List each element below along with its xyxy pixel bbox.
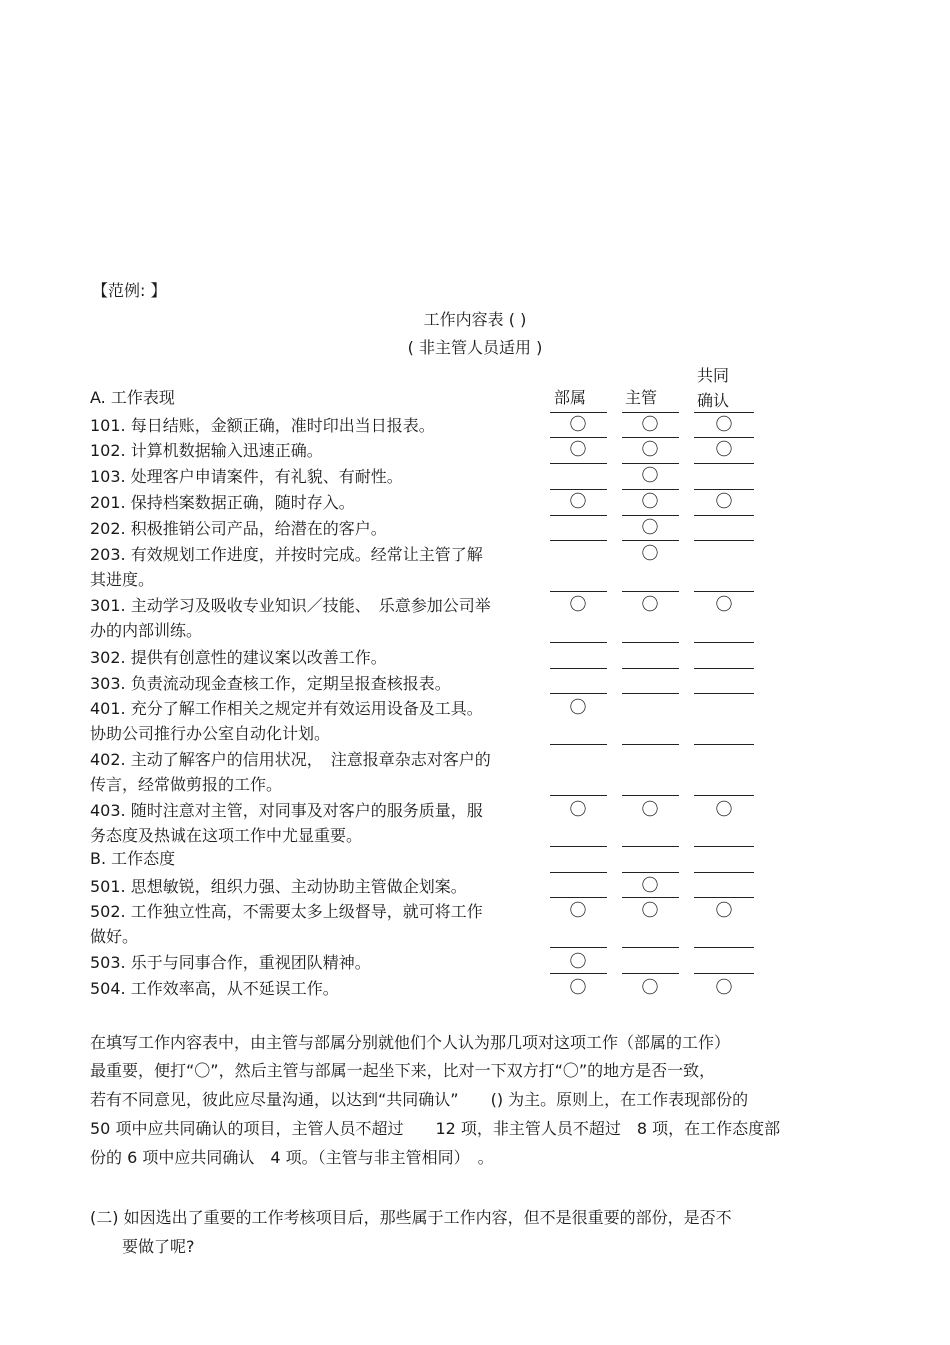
answer-line-supervisor (622, 846, 679, 847)
answer-line-joint (694, 463, 754, 464)
answer-line-subordinate (550, 846, 607, 847)
item-text: 303. 负责流动现金查核工作，定期呈报查核报表。 (90, 674, 451, 693)
table-row (90, 950, 542, 975)
table-row (90, 671, 542, 696)
answer-line-subordinate (550, 693, 607, 694)
circle-mark-joint[interactable]: 〇 (715, 492, 733, 512)
table-row (90, 747, 542, 797)
form-subtitle: ( 非主管人员适用 ) (407, 338, 543, 357)
circle-mark-joint[interactable]: 〇 (715, 800, 733, 820)
answer-line-supervisor (622, 463, 679, 464)
answer-line-supervisor (622, 872, 679, 873)
explanation-line-1: 在填写工作内容表中，由主管与部属分别就他们个人认为那几项对这项工作（部属的工作） (90, 1033, 731, 1052)
answer-line-subordinate (550, 515, 607, 516)
item-text: 403. 随时注意对主管，对同事及对客户的服务质量，服 (90, 801, 483, 820)
answer-line-supervisor (622, 591, 679, 592)
item-text: 501. 思想敏锐，组织力强、主动协助主管做企划案。 (90, 877, 467, 896)
answer-line-subordinate (550, 437, 607, 438)
answer-line-subordinate (550, 463, 607, 464)
circle-mark-subordinate[interactable]: 〇 (569, 952, 587, 972)
circle-mark-joint[interactable]: 〇 (715, 595, 733, 615)
answer-line-joint (694, 744, 754, 745)
circle-mark-supervisor[interactable]: 〇 (641, 978, 659, 998)
table-row (90, 696, 542, 746)
item-text: 202. 积极推销公司产品，给潜在的客户。 (90, 519, 387, 538)
item-text: 201. 保持档案数据正确，随时存入。 (90, 493, 355, 512)
answer-line-joint (694, 489, 754, 490)
answer-line-joint (694, 437, 754, 438)
answer-line-supervisor (622, 540, 679, 541)
table-row (90, 899, 542, 949)
table-row (90, 413, 542, 438)
answer-line-joint (694, 693, 754, 694)
col-joint-header-line1: 共同 (697, 366, 730, 385)
answer-line-subordinate (550, 489, 607, 490)
explanation-line-4: 50 项中应共同确认的项目，主管人员不超过 12 项，非主管人员不超过 8 项，在工作态度部 (90, 1119, 781, 1138)
item-text: 301. 主动学习及吸收专业知识／技能、 乐意参加公司举 (90, 596, 491, 615)
circle-mark-subordinate[interactable]: 〇 (569, 978, 587, 998)
answer-line-joint (694, 540, 754, 541)
circle-mark-subordinate[interactable]: 〇 (569, 415, 587, 435)
circle-mark-joint[interactable]: 〇 (715, 978, 733, 998)
answer-line-supervisor (622, 668, 679, 669)
item-text: 101. 每日结账，金额正确，准时印出当日报表。 (90, 416, 435, 435)
answer-line-joint (694, 642, 754, 643)
explanation-line-2: 最重要，便打“〇”，然后主管与部属一起坐下来，比对一下双方打“〇”的地方是否一致， (90, 1061, 716, 1080)
item-text: 503. 乐于与同事合作，重视团队精神。 (90, 953, 371, 972)
answer-line-subordinate (550, 668, 607, 669)
answer-line-supervisor (622, 642, 679, 643)
answer-line-supervisor (622, 412, 679, 413)
circle-mark-subordinate[interactable]: 〇 (569, 800, 587, 820)
circle-mark-supervisor[interactable]: 〇 (641, 440, 659, 460)
table-row (90, 593, 542, 643)
answer-line-joint (694, 591, 754, 592)
circle-mark-subordinate[interactable]: 〇 (569, 901, 587, 921)
section-a-heading: A. 工作表现 (90, 388, 175, 407)
item-text-continued: 办的内部训练。 (90, 621, 203, 640)
answer-line-joint (694, 412, 754, 413)
col-subordinate-header: 部属 (554, 388, 587, 407)
circle-mark-supervisor[interactable]: 〇 (641, 518, 659, 538)
item-text: 402. 主动了解客户的信用状况， 注意报章杂志对客户的 (90, 750, 491, 769)
answer-line-subordinate (550, 591, 607, 592)
answer-line-subordinate (550, 744, 607, 745)
answer-line-supervisor (622, 515, 679, 516)
answer-line-subordinate (550, 795, 607, 796)
answer-line-supervisor (622, 437, 679, 438)
answer-line-subordinate (550, 412, 607, 413)
col-joint-header-line2: 确认 (697, 391, 730, 410)
item-text: 502. 工作独立性高，不需要太多上级督导，就可将工作 (90, 902, 483, 921)
answer-line-supervisor (622, 897, 679, 898)
circle-mark-joint[interactable]: 〇 (715, 440, 733, 460)
circle-mark-subordinate[interactable]: 〇 (569, 440, 587, 460)
answer-line-subordinate (550, 540, 607, 541)
circle-mark-supervisor[interactable]: 〇 (641, 901, 659, 921)
item-text: 203. 有效规划工作进度，并按时完成。经常让主管了解 (90, 545, 483, 564)
circle-mark-supervisor[interactable]: 〇 (641, 466, 659, 486)
answer-line-subordinate (550, 872, 607, 873)
item-text-continued: 务态度及热诚在这项工作中尤显重要。 (90, 826, 363, 845)
item-text: 102. 计算机数据输入迅速正确。 (90, 441, 323, 460)
section-b-heading: B. 工作态度 (90, 849, 176, 868)
form-title: 工作内容表 ( ) (423, 310, 527, 329)
answer-line-joint (694, 846, 754, 847)
answer-line-joint (694, 668, 754, 669)
question-line-2: 要做了呢? (122, 1237, 195, 1256)
table-row (90, 645, 542, 670)
item-text-continued: 其进度。 (90, 570, 155, 589)
col-supervisor-header: 主管 (625, 388, 658, 407)
circle-mark-joint[interactable]: 〇 (715, 415, 733, 435)
item-text-continued: 协助公司推行办公室自动化计划。 (90, 724, 331, 743)
table-row (90, 516, 542, 541)
circle-mark-supervisor[interactable]: 〇 (641, 492, 659, 512)
answer-line-supervisor (622, 947, 679, 948)
answer-line-subordinate (550, 642, 607, 643)
table-row (90, 464, 542, 489)
circle-mark-supervisor[interactable]: 〇 (641, 800, 659, 820)
question-line-1: (二) 如因选出了重要的工作考核项目后，那些属于工作内容，但不是很重要的部份，是否不 (90, 1208, 732, 1227)
item-text: 103. 处理客户申请案件，有礼貌、有耐性。 (90, 467, 403, 486)
explanation-line-3: 若有不同意见，彼此应尽量沟通，以达到“共同确认” () 为主。原则上，在工作表现部份的 (90, 1090, 749, 1109)
circle-mark-supervisor[interactable]: 〇 (641, 595, 659, 615)
answer-line-joint (694, 973, 754, 974)
circle-mark-supervisor[interactable]: 〇 (641, 876, 659, 896)
answer-line-supervisor (622, 973, 679, 974)
item-text: 504. 工作效率高，从不延误工作。 (90, 979, 339, 998)
answer-line-supervisor (622, 744, 679, 745)
item-text: 401. 充分了解工作相关之规定并有效运用设备及工具。 (90, 699, 483, 718)
answer-line-joint (694, 872, 754, 873)
table-row (90, 542, 542, 592)
table-row (90, 438, 542, 463)
explanation-line-5: 份的 6 项中应共同确认 4 项。（主管与非主管相同） 。 (90, 1148, 494, 1167)
table-row (90, 798, 542, 848)
answer-line-supervisor (622, 489, 679, 490)
circle-mark-supervisor[interactable]: 〇 (641, 544, 659, 564)
item-text-continued: 做好。 (90, 927, 139, 946)
item-text-continued: 传言，经常做剪报的工作。 (90, 775, 283, 794)
circle-mark-subordinate[interactable]: 〇 (569, 492, 587, 512)
answer-line-joint (694, 795, 754, 796)
circle-mark-supervisor[interactable]: 〇 (641, 415, 659, 435)
answer-line-subordinate (550, 897, 607, 898)
answer-line-subordinate (550, 973, 607, 974)
answer-line-joint (694, 897, 754, 898)
answer-line-subordinate (550, 947, 607, 948)
circle-mark-subordinate[interactable]: 〇 (569, 698, 587, 718)
circle-mark-joint[interactable]: 〇 (715, 901, 733, 921)
example-label: 【范例: 】 (92, 281, 167, 300)
item-text: 302. 提供有创意性的建议案以改善工作。 (90, 648, 387, 667)
table-row (90, 874, 542, 899)
circle-mark-subordinate[interactable]: 〇 (569, 595, 587, 615)
answer-line-joint (694, 947, 754, 948)
table-row (90, 976, 542, 1001)
answer-line-supervisor (622, 693, 679, 694)
table-row (90, 490, 542, 515)
answer-line-joint (694, 515, 754, 516)
answer-line-supervisor (622, 795, 679, 796)
